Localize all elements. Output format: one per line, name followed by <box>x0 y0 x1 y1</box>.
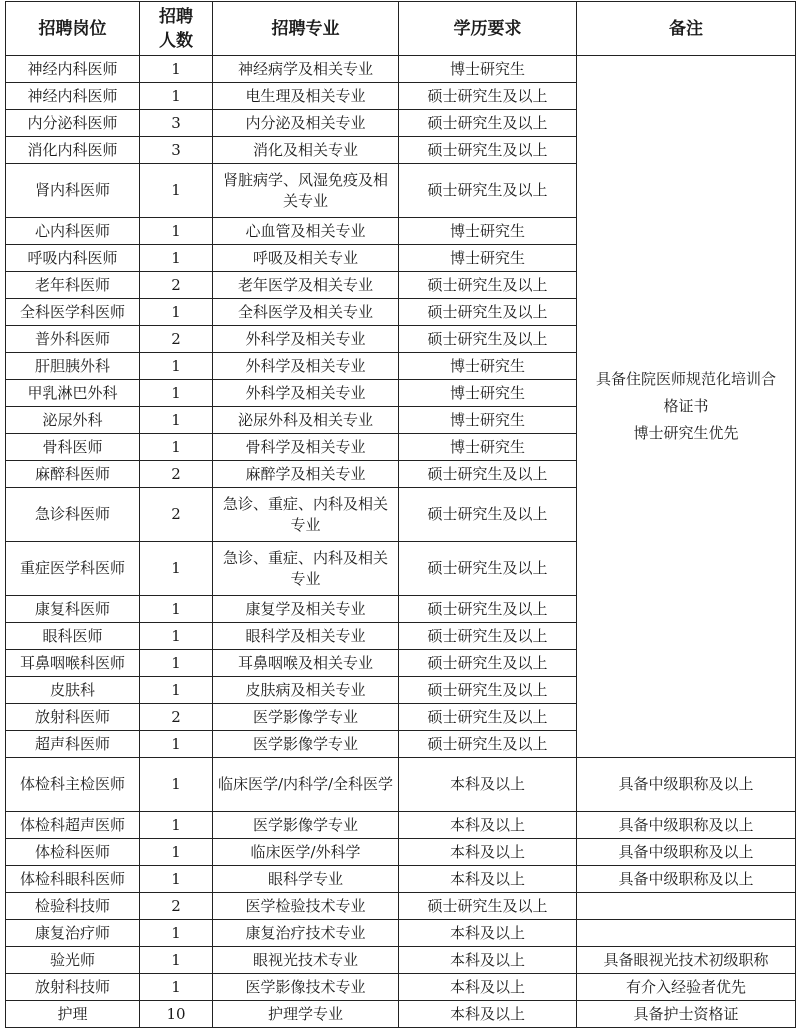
cell-education: 博士研究生 <box>399 353 577 380</box>
table-row <box>6 974 796 1001</box>
cell-position: 康复治疗师 <box>6 920 140 947</box>
cell-major: 急诊、重症、内科及相关专业 <box>213 542 399 596</box>
cell-education: 博士研究生 <box>399 245 577 272</box>
merged-remark-line3: 博士研究生优先 <box>633 424 739 442</box>
cell-position: 急诊科医师 <box>6 488 140 542</box>
cell-position: 全科医学科医师 <box>6 299 140 326</box>
cell-major: 神经病学及相关专业 <box>213 56 399 83</box>
cell-major: 老年医学及相关专业 <box>213 272 399 299</box>
cell-education: 硕士研究生及以上 <box>399 488 577 542</box>
cell-major: 医学影像学专业 <box>213 704 399 731</box>
cell-education: 硕士研究生及以上 <box>399 596 577 623</box>
cell-count: 1 <box>140 920 213 947</box>
cell-position: 骨科医师 <box>6 434 140 461</box>
cell-position: 呼吸内科医师 <box>6 245 140 272</box>
cell-major: 康复治疗技术专业 <box>213 920 399 947</box>
cell-education: 硕士研究生及以上 <box>399 893 577 920</box>
cell-count: 2 <box>140 893 213 920</box>
cell-count: 1 <box>140 245 213 272</box>
cell-education: 博士研究生 <box>399 218 577 245</box>
cell-education: 硕士研究生及以上 <box>399 731 577 758</box>
cell-education: 硕士研究生及以上 <box>399 542 577 596</box>
cell-count: 2 <box>140 272 213 299</box>
cell-count: 1 <box>140 434 213 461</box>
cell-major: 心血管及相关专业 <box>213 218 399 245</box>
cell-major: 麻醉学及相关专业 <box>213 461 399 488</box>
cell-count: 2 <box>140 461 213 488</box>
table-row <box>6 866 796 893</box>
cell-position: 肾内科医师 <box>6 164 140 218</box>
table-row <box>6 893 796 920</box>
cell-education: 硕士研究生及以上 <box>399 83 577 110</box>
cell-education: 硕士研究生及以上 <box>399 650 577 677</box>
cell-position: 内分泌科医师 <box>6 110 140 137</box>
cell-major: 医学影像技术专业 <box>213 974 399 1001</box>
cell-position: 超声科医师 <box>6 731 140 758</box>
recruitment-table <box>5 1 796 1028</box>
merged-remark-line2: 格证书 <box>663 397 709 415</box>
cell-count: 1 <box>140 758 213 812</box>
cell-major: 医学影像学专业 <box>213 812 399 839</box>
header-position: 招聘岗位 <box>6 2 140 56</box>
cell-remark: 具备护士资格证 <box>577 1001 796 1028</box>
cell-position: 神经内科医师 <box>6 56 140 83</box>
cell-count: 1 <box>140 218 213 245</box>
cell-position: 消化内科医师 <box>6 137 140 164</box>
cell-major: 骨科学及相关专业 <box>213 434 399 461</box>
cell-education: 硕士研究生及以上 <box>399 164 577 218</box>
cell-education: 本科及以上 <box>399 1001 577 1028</box>
cell-count: 1 <box>140 731 213 758</box>
cell-education: 硕士研究生及以上 <box>399 272 577 299</box>
cell-major: 呼吸及相关专业 <box>213 245 399 272</box>
cell-position: 神经内科医师 <box>6 83 140 110</box>
cell-position: 耳鼻咽喉科医师 <box>6 650 140 677</box>
header-row <box>6 2 796 56</box>
cell-major: 眼科学及相关专业 <box>213 623 399 650</box>
cell-education: 硕士研究生及以上 <box>399 110 577 137</box>
header-count-line2: 人数 <box>159 30 193 51</box>
cell-major: 护理学专业 <box>213 1001 399 1028</box>
cell-position: 体检科眼科医师 <box>6 866 140 893</box>
cell-education: 硕士研究生及以上 <box>399 137 577 164</box>
cell-education: 本科及以上 <box>399 947 577 974</box>
table-row <box>6 1001 796 1028</box>
cell-count: 1 <box>140 407 213 434</box>
cell-remark-merged <box>577 56 796 758</box>
cell-position: 老年科医师 <box>6 272 140 299</box>
header-count <box>140 2 213 56</box>
header-remark: 备注 <box>577 2 796 56</box>
cell-count: 1 <box>140 56 213 83</box>
cell-major: 消化及相关专业 <box>213 137 399 164</box>
cell-education: 本科及以上 <box>399 758 577 812</box>
cell-education: 博士研究生 <box>399 434 577 461</box>
cell-major: 泌尿外科及相关专业 <box>213 407 399 434</box>
cell-remark: 具备中级职称及以上 <box>577 758 796 812</box>
cell-remark: 具备眼视光技术初级职称 <box>577 947 796 974</box>
cell-count: 1 <box>140 623 213 650</box>
cell-count: 1 <box>140 947 213 974</box>
cell-count: 1 <box>140 164 213 218</box>
cell-education: 本科及以上 <box>399 839 577 866</box>
cell-position: 心内科医师 <box>6 218 140 245</box>
cell-position: 验光师 <box>6 947 140 974</box>
cell-remark: 有介入经验者优先 <box>577 974 796 1001</box>
cell-count: 10 <box>140 1001 213 1028</box>
cell-position: 体检科主检医师 <box>6 758 140 812</box>
cell-position: 皮肤科 <box>6 677 140 704</box>
table-row <box>6 812 796 839</box>
cell-major: 医学影像学专业 <box>213 731 399 758</box>
cell-major: 耳鼻咽喉及相关专业 <box>213 650 399 677</box>
cell-education: 硕士研究生及以上 <box>399 326 577 353</box>
cell-count: 1 <box>140 353 213 380</box>
cell-count: 1 <box>140 866 213 893</box>
cell-major: 临床医学/内科学/全科医学 <box>213 758 399 812</box>
cell-count: 2 <box>140 488 213 542</box>
cell-major: 外科学及相关专业 <box>213 380 399 407</box>
cell-education: 本科及以上 <box>399 812 577 839</box>
cell-position: 普外科医师 <box>6 326 140 353</box>
cell-position: 眼科医师 <box>6 623 140 650</box>
cell-major: 外科学及相关专业 <box>213 326 399 353</box>
cell-remark: 具备中级职称及以上 <box>577 839 796 866</box>
cell-position: 重症医学科医师 <box>6 542 140 596</box>
header-education: 学历要求 <box>399 2 577 56</box>
cell-position: 体检科医师 <box>6 839 140 866</box>
header-major: 招聘专业 <box>213 2 399 56</box>
cell-education: 硕士研究生及以上 <box>399 623 577 650</box>
cell-remark: 具备中级职称及以上 <box>577 866 796 893</box>
cell-major: 康复学及相关专业 <box>213 596 399 623</box>
cell-count: 1 <box>140 812 213 839</box>
cell-education: 博士研究生 <box>399 407 577 434</box>
cell-count: 1 <box>140 677 213 704</box>
cell-major: 临床医学/外科学 <box>213 839 399 866</box>
cell-position: 检验科技师 <box>6 893 140 920</box>
cell-major: 眼科学专业 <box>213 866 399 893</box>
cell-count: 1 <box>140 542 213 596</box>
cell-education: 本科及以上 <box>399 866 577 893</box>
cell-major: 眼视光技术专业 <box>213 947 399 974</box>
cell-remark <box>577 920 796 947</box>
cell-major: 全科医学及相关专业 <box>213 299 399 326</box>
table-row <box>6 947 796 974</box>
cell-position: 康复科医师 <box>6 596 140 623</box>
cell-count: 2 <box>140 326 213 353</box>
cell-major: 医学检验技术专业 <box>213 893 399 920</box>
cell-count: 2 <box>140 704 213 731</box>
cell-position: 护理 <box>6 1001 140 1028</box>
cell-position: 放射科医师 <box>6 704 140 731</box>
cell-education: 硕士研究生及以上 <box>399 704 577 731</box>
table-row <box>6 920 796 947</box>
cell-position: 放射科技师 <box>6 974 140 1001</box>
cell-count: 1 <box>140 596 213 623</box>
cell-education: 本科及以上 <box>399 920 577 947</box>
cell-major: 电生理及相关专业 <box>213 83 399 110</box>
cell-position: 甲乳淋巴外科 <box>6 380 140 407</box>
cell-major: 外科学及相关专业 <box>213 353 399 380</box>
cell-major: 内分泌及相关专业 <box>213 110 399 137</box>
cell-count: 1 <box>140 380 213 407</box>
cell-education: 博士研究生 <box>399 380 577 407</box>
table-row <box>6 56 796 83</box>
cell-count: 1 <box>140 299 213 326</box>
cell-major: 急诊、重症、内科及相关专业 <box>213 488 399 542</box>
cell-position: 肝胆胰外科 <box>6 353 140 380</box>
table-row <box>6 839 796 866</box>
cell-position: 体检科超声医师 <box>6 812 140 839</box>
cell-count: 1 <box>140 83 213 110</box>
cell-major: 皮肤病及相关专业 <box>213 677 399 704</box>
cell-remark <box>577 893 796 920</box>
cell-count: 1 <box>140 839 213 866</box>
cell-count: 1 <box>140 650 213 677</box>
cell-education: 硕士研究生及以上 <box>399 677 577 704</box>
cell-count: 1 <box>140 974 213 1001</box>
cell-education: 博士研究生 <box>399 56 577 83</box>
cell-major: 肾脏病学、风湿免疫及相关专业 <box>213 164 399 218</box>
cell-count: 3 <box>140 110 213 137</box>
cell-education: 本科及以上 <box>399 974 577 1001</box>
header-count-line1: 招聘 <box>159 6 193 27</box>
cell-remark: 具备中级职称及以上 <box>577 812 796 839</box>
cell-position: 麻醉科医师 <box>6 461 140 488</box>
cell-education: 硕士研究生及以上 <box>399 461 577 488</box>
table-row <box>6 758 796 812</box>
merged-remark-line1: 具备住院医师规范化培训合 <box>595 370 776 388</box>
cell-position: 泌尿外科 <box>6 407 140 434</box>
cell-education: 硕士研究生及以上 <box>399 299 577 326</box>
cell-count: 3 <box>140 137 213 164</box>
